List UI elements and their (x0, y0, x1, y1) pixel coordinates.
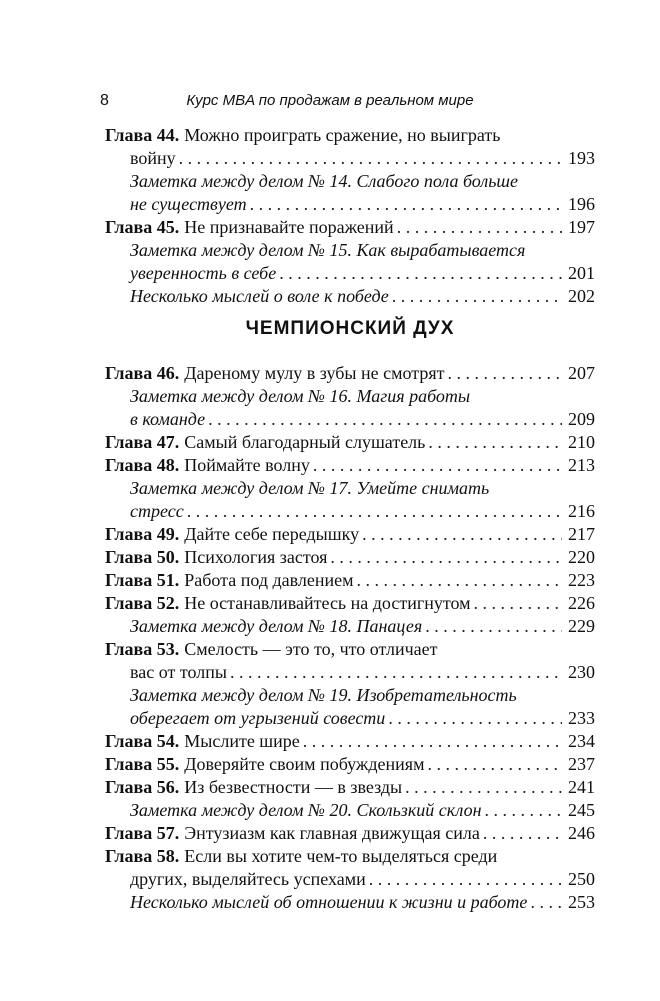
chapter-title: Психология застоя (184, 547, 328, 567)
page-ref: 197 (568, 217, 595, 237)
chapter-label: Глава 58. (105, 846, 180, 866)
dot-leader (485, 799, 562, 821)
dot-leader (425, 615, 562, 637)
chapter-label: Глава 53. (105, 639, 180, 659)
toc-entry-chapter-57 (105, 822, 595, 844)
chapter-title: Поймайте волну (184, 455, 310, 475)
page-ref: 230 (568, 662, 595, 682)
toc-entry-note-16 (130, 385, 595, 407)
dot-leader (362, 523, 562, 545)
toc-entry-chapter-53-cont (130, 661, 595, 683)
toc-entry-chapter-55 (105, 753, 595, 775)
page-header (100, 92, 560, 114)
chapter-title: Энтузиазм как главная движущая сила (184, 823, 480, 843)
note-title: Несколько мыслей о воле к победе (130, 286, 389, 306)
page-ref: 217 (568, 524, 595, 544)
dot-leader (474, 592, 562, 614)
toc-entry-chapter-51 (105, 569, 595, 591)
toc-entry-chapter-58-cont (130, 868, 595, 890)
page-ref: 234 (568, 731, 595, 751)
page-ref: 202 (568, 286, 595, 306)
toc-entry-note-17 (130, 477, 595, 499)
chapter-title: Дареному мулу в зубы не смотрят (184, 363, 445, 383)
note-title: Заметка между делом № 15. Как вырабатывается (130, 240, 526, 260)
toc-entry-note-15-cont (130, 262, 595, 284)
chapter-label: Глава 47. (105, 432, 180, 452)
toc-entry-chapter-58 (105, 845, 595, 867)
page-ref: 213 (568, 455, 595, 475)
toc-entry-chapter-46 (105, 362, 595, 384)
toc-entry-note-14-cont (130, 193, 595, 215)
toc-entry-chapter-44 (105, 124, 595, 146)
chapter-title: Самый благодарный слушатель (184, 432, 426, 452)
page-ref: 216 (568, 501, 595, 521)
section-title: ЧЕМПИОНСКИЙ ДУХ (245, 318, 455, 339)
toc-entry-chapter-54 (105, 730, 595, 752)
note-title: стресс (130, 501, 184, 521)
chapter-title: Доверяйте своим побуждениям (184, 754, 425, 774)
page-ref: 246 (568, 823, 595, 843)
page-ref: 193 (568, 148, 595, 168)
chapter-title: Из безвестности — в звезды (184, 777, 403, 797)
chapter-label: Глава 57. (105, 823, 180, 843)
page-ref: 209 (568, 409, 595, 429)
toc-entry-note-19 (130, 684, 595, 706)
page-ref: 253 (568, 892, 595, 912)
toc-entry-note-18 (130, 615, 595, 637)
toc-entry-chapter-53 (105, 638, 595, 660)
dot-leader (187, 500, 562, 522)
page-ref: 250 (568, 869, 595, 889)
chapter-title: Работа под давлением (184, 570, 354, 590)
chapter-title: Если вы хотите чем-то выделяться среди (184, 846, 498, 866)
toc-entry-note-19-cont (130, 707, 595, 729)
dot-leader (448, 362, 562, 384)
chapter-label: Глава 54. (105, 731, 180, 751)
toc-entry-chapter-44-cont (130, 147, 595, 169)
dot-leader (208, 408, 562, 430)
dot-leader (388, 707, 562, 729)
page-ref: 245 (568, 800, 595, 820)
toc-entry-chapter-49 (105, 523, 595, 545)
dot-leader (530, 891, 562, 913)
page-ref: 229 (568, 616, 595, 636)
chapter-label: Глава 50. (105, 547, 180, 567)
dot-leader (357, 569, 562, 591)
page-ref: 223 (568, 570, 595, 590)
toc-entry-note-15 (130, 239, 595, 261)
note-title: Заметка между делом № 16. Магия работы (130, 386, 471, 406)
page-ref: 226 (568, 593, 595, 613)
page-ref: 210 (568, 432, 595, 452)
chapter-label: Глава 55. (105, 754, 180, 774)
dot-leader (330, 546, 562, 568)
note-title: уверенность в себе (130, 263, 277, 283)
dot-leader (303, 730, 562, 752)
page-ref: 220 (568, 547, 595, 567)
note-title: Заметка между делом № 18. Панацея (130, 616, 423, 636)
note-title: Заметка между делом № 19. Изобретательность (130, 685, 517, 705)
page-ref: 207 (568, 363, 595, 383)
note-title: Заметка между делом № 14. Слабого пола больше (130, 171, 518, 191)
chapter-label: Глава 51. (105, 570, 180, 590)
chapter-title: Смелость — это то, что отличает (184, 639, 438, 659)
dot-leader (397, 216, 562, 238)
toc-entry-note-17-cont (130, 500, 595, 522)
chapter-label: Глава 49. (105, 524, 180, 544)
chapter-label: Глава 45. (105, 217, 180, 237)
dot-leader (369, 868, 562, 890)
dot-leader (483, 822, 562, 844)
chapter-title: Не останавливайтесь на достигнутом (184, 593, 471, 613)
page-ref: 241 (568, 777, 595, 797)
toc-entry-chapter-52 (105, 592, 595, 614)
dot-leader (230, 661, 562, 683)
running-title: Курс MBA по продажам в реальном мире (186, 92, 474, 109)
toc-entry-note-14 (130, 170, 595, 192)
dot-leader (405, 776, 562, 798)
toc-entry-thoughts-life-work (130, 891, 595, 913)
note-title: Несколько мыслей об отношении к жизни и работе (130, 892, 528, 912)
toc-entry-note-16-cont (130, 408, 595, 430)
toc-entry-thoughts-victory (130, 285, 595, 307)
toc-entry-chapter-48 (105, 454, 595, 476)
note-title: оберегает от угрызений совести (130, 708, 386, 728)
note-title: Заметка между делом № 17. Умейте снимать (130, 478, 490, 498)
toc-entry-note-20 (130, 799, 595, 821)
note-title: Заметка между делом № 20. Скользкий склон (130, 800, 482, 820)
dot-leader (313, 454, 562, 476)
chapter-title: Не признавайте поражений (184, 217, 394, 237)
chapter-title: войну (130, 148, 176, 168)
page-ref: 237 (568, 754, 595, 774)
note-title: в команде (130, 409, 206, 429)
page-ref: 233 (568, 708, 595, 728)
note-title: не существует (130, 194, 247, 214)
page-ref: 196 (568, 194, 595, 214)
dot-leader (279, 262, 562, 284)
page-ref: 201 (568, 263, 595, 283)
toc-entry-chapter-45 (105, 216, 595, 238)
chapter-label: Глава 48. (105, 455, 180, 475)
dot-leader (428, 431, 562, 453)
dot-leader (179, 147, 562, 169)
dot-leader (392, 285, 562, 307)
toc-entry-chapter-47 (105, 431, 595, 453)
chapter-label: Глава 46. (105, 363, 180, 383)
dot-leader (250, 193, 562, 215)
chapter-label: Глава 56. (105, 777, 180, 797)
page-number: 8 (100, 92, 109, 109)
chapter-title: Мыслите шире (184, 731, 300, 751)
chapter-label: Глава 52. (105, 593, 180, 613)
chapter-label: Глава 44. (105, 125, 180, 145)
toc-entry-chapter-56 (105, 776, 595, 798)
dot-leader (427, 753, 562, 775)
toc-entry-chapter-50 (105, 546, 595, 568)
chapter-title: Дайте себе передышку (184, 524, 360, 544)
chapter-title: вас от толпы (130, 662, 227, 682)
chapter-title: других, выделяйтесь успехами (130, 869, 366, 889)
chapter-title: Можно проиграть сражение, но выиграть (184, 125, 501, 145)
